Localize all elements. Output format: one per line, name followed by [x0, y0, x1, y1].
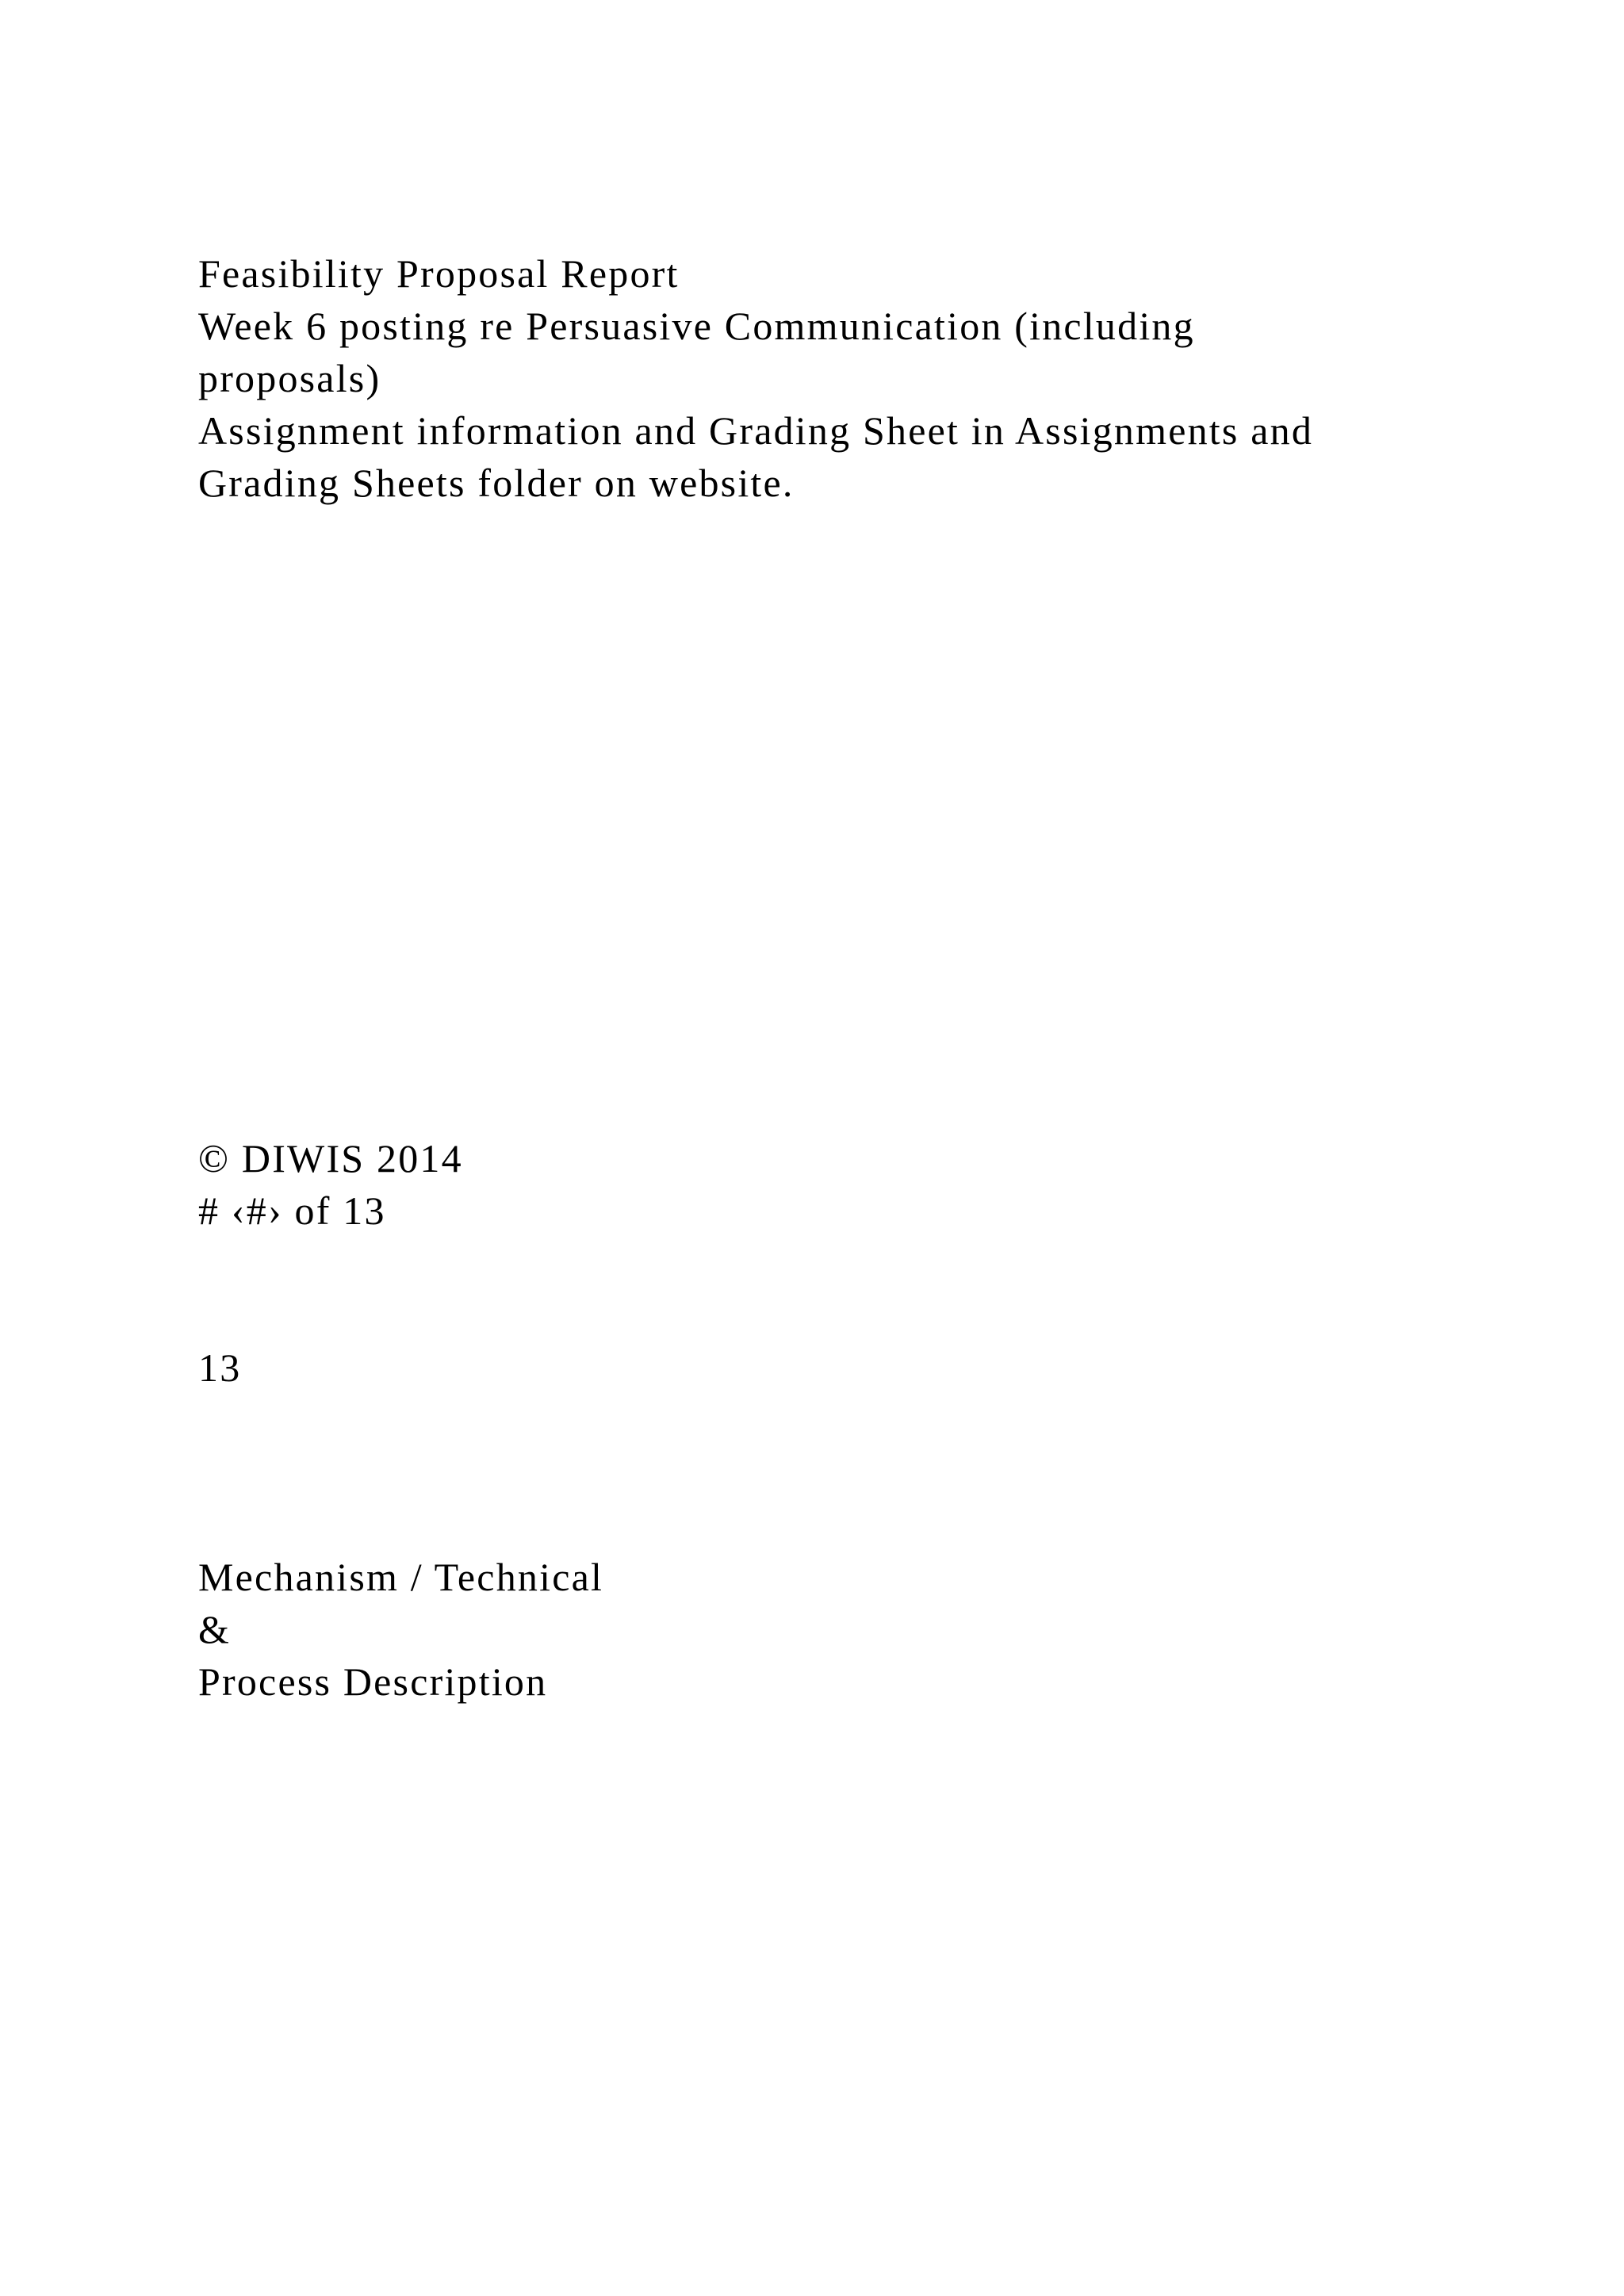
intro-line-proposals: proposals)	[198, 356, 381, 400]
heading-line-ampersand: &	[198, 1607, 232, 1651]
document-title: Feasibility Proposal Report	[198, 251, 680, 296]
page-number: 13	[198, 1345, 242, 1390]
heading-line-mechanism: Mechanism / Technical	[198, 1555, 604, 1599]
intro-section	[198, 247, 1467, 509]
slide-footer	[198, 1132, 1467, 1237]
page-number-section	[198, 1341, 1467, 1394]
intro-line-week6: Week 6 posting re Persuasive Communication (including	[198, 304, 1195, 348]
copyright-text: © DIWIS 2014	[198, 1136, 463, 1181]
intro-line-assignment-info: Assignment information and Grading Sheet in Assignments and	[198, 408, 1314, 453]
intro-line-folder: Grading Sheets folder on website.	[198, 461, 795, 505]
slide-counter: # ‹#› of 13	[198, 1188, 386, 1233]
section-heading	[198, 1551, 1467, 1708]
heading-line-process: Process Description	[198, 1659, 548, 1704]
